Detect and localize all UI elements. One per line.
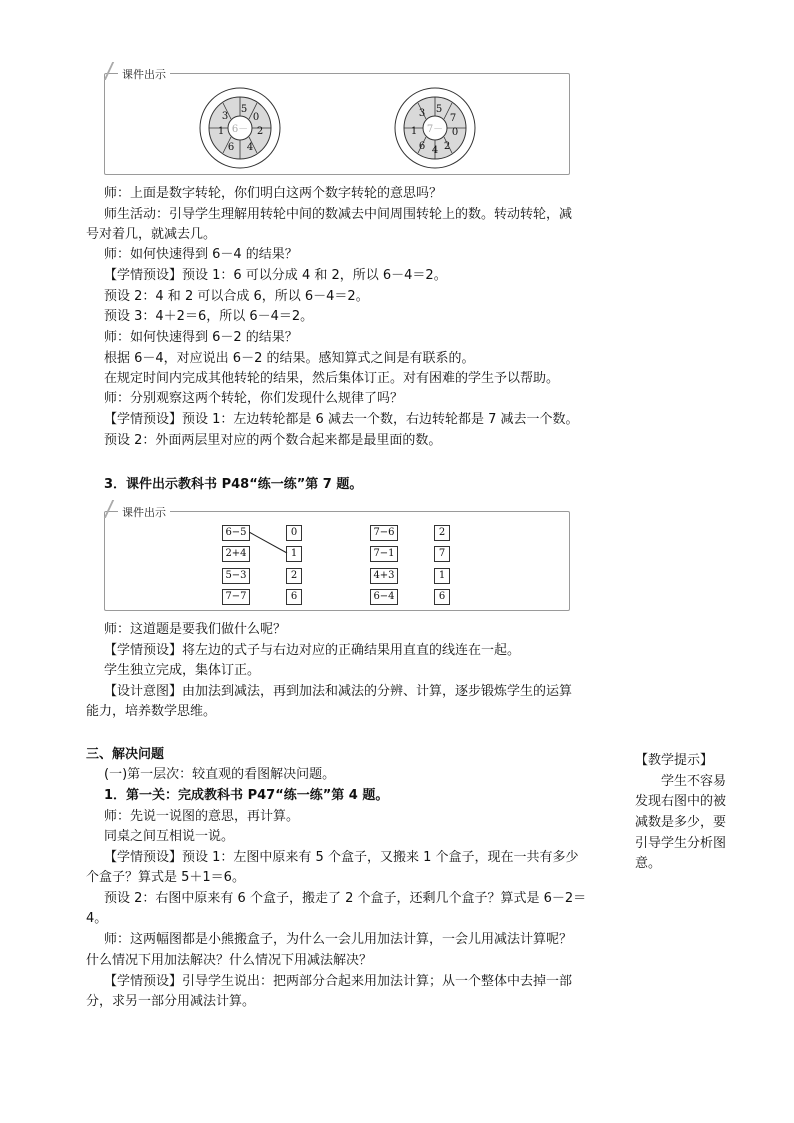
wheel-number: 5 [240, 104, 248, 115]
wheel-center: 6－ [231, 124, 249, 135]
wheel-number: 4 [431, 145, 439, 156]
section-heading: 三、解决问题 [86, 747, 165, 762]
wheel-number: 6 [227, 142, 235, 153]
section-heading: 3．课件出示教科书 P48“练一练”第 7 题。 [104, 477, 363, 492]
wheel-number: 3 [221, 111, 229, 122]
teaching-tip-title: 【教学提示】 [635, 753, 714, 768]
text-line: 师：分别观察这两个转轮，你们发现什么规律了吗？ [104, 391, 404, 406]
text-line: 根据 6－4，对应说出 6－2 的结果。感知算式之间是有联系的。 [104, 351, 475, 366]
expression-box: 6−5 [222, 525, 250, 541]
courseware-box-wheels [104, 73, 570, 175]
text-line: 4。 [86, 911, 108, 926]
result-box: 7 [434, 546, 450, 562]
text-line: 【学情预设】预设 1：6 可以分成 4 和 2，所以 6－4＝2。 [104, 268, 447, 283]
text-line: 师：如何快速得到 6－2 的结果？ [104, 330, 298, 345]
text-line: (一)第一层次：较直观的看图解决问题。 [104, 767, 336, 782]
connecting-line [249, 530, 289, 555]
wheel-number: 7 [449, 113, 457, 124]
expression-box: 5−3 [222, 568, 250, 584]
expression-box: 6−4 [370, 589, 398, 605]
text-line: 【学情预设】将左边的式子与右边对应的正确结果用直直的线连在一起。 [104, 643, 521, 658]
expression-box: 4+3 [370, 568, 398, 584]
wheel-number: 1 [410, 126, 418, 137]
text-line: 【学情预设】引导学生说出：把两部分合起来用加法计算；从一个整体中去掉一部 [104, 974, 573, 989]
text-line: 预设 2：右图中原来有 6 个盒子，搬走了 2 个盒子，还剩几个盒子？算式是 6－2＝ [104, 891, 587, 906]
wheel-number: 1 [217, 126, 225, 137]
text-line: 同桌之间互相说一说。 [104, 829, 235, 844]
wheel-number: 5 [435, 104, 443, 115]
result-box: 2 [434, 525, 450, 541]
result-box: 6 [286, 589, 302, 605]
number-wheel-6 [198, 86, 282, 170]
text-line: 师：这两幅图都是小熊搬盒子，为什么一会儿用加法计算，一会儿用减法计算呢？ [104, 932, 573, 947]
expression-box: 2+4 [222, 546, 250, 562]
wheel-number: 2 [256, 126, 264, 137]
text-line: 什么情况下用加法解决？什么情况下用减法解决？ [86, 953, 373, 968]
text-line: 师：如何快速得到 6－4 的结果？ [104, 247, 298, 262]
wheel-number: 2 [443, 141, 451, 152]
text-line: 师生活动：引导学生理解用转轮中间的数减去中间周围转轮上的数。转动转轮，减 [104, 207, 573, 222]
teaching-tip-line: 减数是多少，要 [635, 815, 727, 830]
wheel-center: 7－ [426, 124, 444, 135]
courseware-label: 课件出示 [118, 504, 170, 520]
text-line: 能力，培养数学思维。 [86, 704, 217, 719]
wheel-number: 3 [418, 108, 426, 119]
teaching-tip-line: 意。 [635, 856, 662, 871]
wheel-number: 6 [418, 141, 426, 152]
teaching-tip-line: 引导学生分析图 [635, 836, 727, 851]
wheel-number: 0 [451, 127, 459, 138]
text-line: 【设计意图】由加法到减法，再到加法和减法的分辨、计算，逐步锻炼学生的运算 [104, 684, 573, 699]
text-line: 【学情预设】预设 1：左图中原来有 5 个盒子，又搬来 1 个盒子，现在一共有多少 [104, 850, 579, 865]
courseware-box-matching [104, 511, 570, 611]
result-box: 2 [286, 568, 302, 584]
result-box: 0 [286, 525, 302, 541]
text-line: 学生独立完成，集体订正。 [104, 663, 261, 678]
result-box: 1 [286, 546, 302, 562]
text-line: 师：这道题是要我们做什么呢？ [104, 622, 287, 637]
text-line: 预设 2：4 和 2 可以合成 6，所以 6－4＝2。 [104, 289, 369, 304]
number-wheel-7 [393, 86, 477, 170]
text-line: 号对着几，就减去几。 [86, 227, 217, 242]
subsection-heading: 1．第一关：完成教科书 P47“练一练”第 4 题。 [104, 788, 389, 803]
result-box: 1 [434, 568, 450, 584]
teaching-tip-line: 学生不容易 [661, 774, 727, 789]
wheel-number: 0 [252, 112, 260, 123]
expression-box: 7−6 [370, 525, 398, 541]
text-line: 预设 3：4＋2＝6，所以 6－4＝2。 [104, 309, 314, 324]
text-line: 师：上面是数字转轮，你们明白这两个数字转轮的意思吗？ [104, 186, 443, 201]
expression-box: 7−1 [370, 546, 398, 562]
text-line: 预设 2：外面两层里对应的两个数合起来都是最里面的数。 [104, 433, 442, 448]
expression-box: 7−7 [222, 589, 250, 605]
result-box: 6 [434, 589, 450, 605]
teaching-tip-line: 发现右图中的被 [635, 794, 727, 809]
text-line: 在规定时间内完成其他转轮的结果，然后集体订正。对有困难的学生予以帮助。 [104, 371, 560, 386]
wheel-number: 4 [246, 142, 254, 153]
text-line: 分，求另一部分用减法计算。 [86, 994, 256, 1009]
courseware-label: 课件出示 [118, 66, 170, 82]
text-line: 个盒子？算式是 5＋1＝6。 [86, 870, 245, 885]
text-line: 【学情预设】预设 1：左边转轮都是 6 减去一个数，右边转轮都是 7 减去一个数。 [104, 412, 579, 427]
text-line: 师：先说一说图的意思，再计算。 [104, 809, 300, 824]
